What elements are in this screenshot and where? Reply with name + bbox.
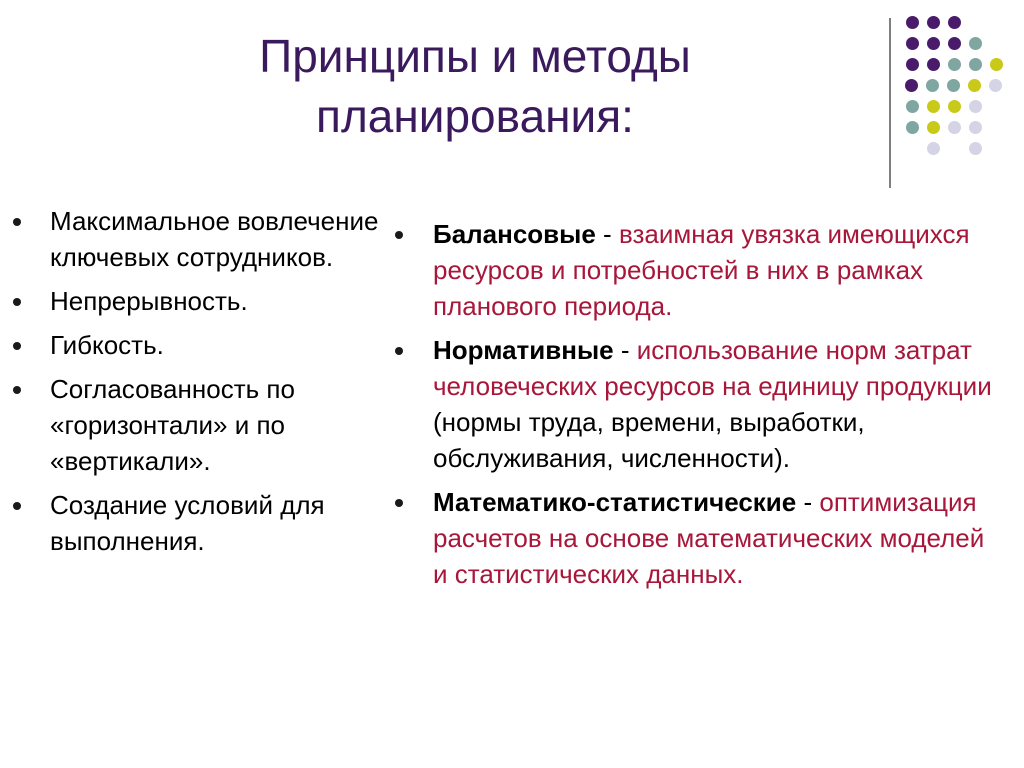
bullet-icon bbox=[13, 218, 21, 226]
method-extra: (нормы труда, времени, выработки, обслуживания, численности). bbox=[433, 407, 865, 473]
method-separator: - bbox=[796, 487, 820, 517]
decorative-dot bbox=[906, 100, 919, 113]
decorative-dot bbox=[947, 79, 960, 92]
bullet-icon bbox=[395, 499, 403, 507]
method-definition: использование норм затрат человеческих ресурсов на единицу продукции bbox=[433, 335, 992, 401]
list-item bbox=[394, 484, 994, 592]
decorative-dot bbox=[927, 100, 940, 113]
list-item bbox=[12, 487, 384, 559]
bullet-icon bbox=[13, 298, 21, 306]
decorative-dot bbox=[906, 121, 919, 134]
decorative-dot bbox=[927, 121, 940, 134]
list-item bbox=[394, 332, 994, 476]
bullet-icon bbox=[13, 342, 21, 350]
decorative-dot bbox=[969, 58, 982, 71]
decorative-dot bbox=[906, 58, 919, 71]
list-item bbox=[12, 327, 384, 363]
decorative-dot bbox=[927, 37, 940, 50]
principle-text: Максимальное вовлечение ключевых сотрудников. bbox=[50, 206, 379, 272]
bullet-icon bbox=[13, 386, 21, 394]
decorative-dot bbox=[969, 37, 982, 50]
list-item bbox=[12, 283, 384, 319]
principles-list bbox=[12, 203, 384, 567]
list-item bbox=[394, 216, 994, 324]
decorative-dot bbox=[969, 100, 982, 113]
method-term: Математико-статистические bbox=[433, 487, 797, 517]
title-line-2: планирования: bbox=[316, 90, 634, 142]
decorative-dot bbox=[926, 79, 939, 92]
decorative-dot bbox=[948, 37, 961, 50]
slide-title bbox=[150, 26, 800, 146]
decorative-dot bbox=[948, 16, 961, 29]
decorative-dot bbox=[948, 100, 961, 113]
decorative-dot bbox=[969, 121, 982, 134]
decorative-dot bbox=[989, 79, 1002, 92]
method-separator: - bbox=[613, 335, 637, 365]
principle-text: Гибкость. bbox=[50, 330, 164, 360]
method-definition: оптимизация расчетов на основе математических моделей и статистических данных. bbox=[433, 487, 985, 589]
decorative-dot bbox=[906, 16, 919, 29]
decorative-dot bbox=[927, 58, 940, 71]
decorative-dot bbox=[990, 58, 1003, 71]
bullet-icon bbox=[395, 347, 403, 355]
decorative-dot bbox=[927, 16, 940, 29]
decorative-dot bbox=[969, 142, 982, 155]
decorative-dot bbox=[968, 79, 981, 92]
decorative-dot bbox=[948, 58, 961, 71]
decorative-dot-grid bbox=[906, 16, 990, 162]
title-line-1: Принципы и методы bbox=[259, 30, 691, 82]
method-term: Нормативные bbox=[433, 335, 614, 365]
bullet-icon bbox=[395, 231, 403, 239]
decorative-dot bbox=[906, 37, 919, 50]
decorative-dot bbox=[927, 142, 940, 155]
principle-text: Непрерывность. bbox=[50, 286, 248, 316]
method-term: Балансовые bbox=[433, 219, 596, 249]
methods-list bbox=[394, 216, 994, 600]
principle-text: Создание условий для выполнения. bbox=[50, 490, 325, 556]
method-separator: - bbox=[595, 219, 619, 249]
principle-text: Согласованность по «горизонтали» и по «вертикали». bbox=[50, 374, 295, 476]
vertical-divider bbox=[889, 18, 891, 188]
decorative-dot bbox=[948, 121, 961, 134]
list-item bbox=[12, 371, 384, 479]
decorative-dot bbox=[905, 79, 918, 92]
method-definition: взаимная увязка имеющихся ресурсов и потребностей в них в рамках планового периода. bbox=[433, 219, 970, 321]
bullet-icon bbox=[13, 502, 21, 510]
list-item bbox=[12, 203, 384, 275]
